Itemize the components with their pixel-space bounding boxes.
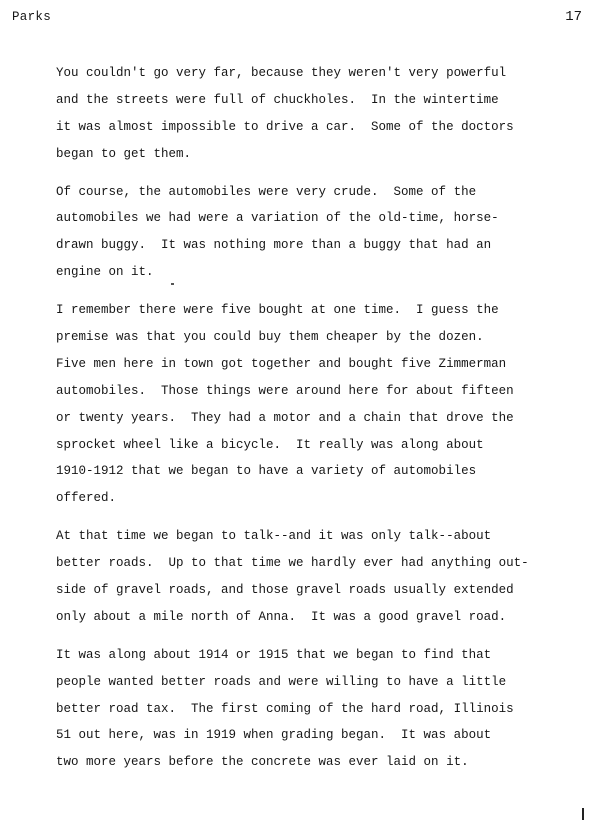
- text-line: At that time we began to talk--and it was only talk--about: [56, 529, 492, 544]
- text-line: automobiles we had were a variation of the old-time, horse-: [56, 211, 499, 226]
- text-line: people wanted better roads and were willing to have a little: [56, 674, 507, 689]
- text-line: I remember there were five bought at one time. I guess the: [56, 303, 499, 318]
- text-line: only about a mile north of Anna. It was a good gravel road.: [56, 609, 507, 624]
- paragraph-1: [56, 60, 556, 168]
- text-line: better road tax. The first coming of the hard road, Illinois: [56, 701, 514, 716]
- text-line: 51 out here, was in 1919 when grading began. It was about: [56, 728, 492, 743]
- text-line: drawn buggy. It was nothing more than a buggy that had an: [56, 238, 492, 253]
- text-line: or twenty years. They had a motor and a chain that drove the: [56, 410, 514, 425]
- text-line: 1910-1912 that we began to have a variety of automobiles: [56, 464, 477, 479]
- body-text: [56, 60, 556, 787]
- paragraph-3: [56, 297, 556, 512]
- text-line: It was along about 1914 or 1915 that we began to find that: [56, 647, 492, 662]
- text-line: automobiles. Those things were around here for about fifteen: [56, 383, 514, 398]
- paragraph-5: [56, 642, 556, 776]
- text-line: sprocket wheel like a bicycle. It really was along about: [56, 437, 484, 452]
- page-number: 17: [565, 9, 582, 25]
- text-line: premise was that you could buy them cheaper by the dozen.: [56, 330, 484, 345]
- scan-speck: [171, 283, 174, 285]
- header-name: Parks: [12, 10, 52, 24]
- text-line: offered.: [56, 491, 117, 506]
- text-line: engine on it.: [56, 265, 154, 280]
- text-line: You couldn't go very far, because they weren't very powerful: [56, 66, 507, 80]
- paragraph-2: [56, 179, 556, 287]
- scan-edge-mark: [582, 808, 584, 820]
- paragraph-4: [56, 523, 556, 631]
- text-line: it was almost impossible to drive a car. Some of the doctors: [56, 119, 514, 134]
- text-line: two more years before the concrete was ever laid on it.: [56, 755, 469, 770]
- text-line: side of gravel roads, and those gravel roads usually extended: [56, 583, 514, 598]
- text-line: better roads. Up to that time we hardly ever had anything out-: [56, 556, 529, 571]
- text-line: and the streets were full of chuckholes. In the wintertime: [56, 92, 499, 107]
- text-line: Five men here in town got together and bought five Zimmerman: [56, 356, 507, 371]
- text-line: Of course, the automobiles were very crude. Some of the: [56, 184, 477, 199]
- text-line: began to get them.: [56, 146, 192, 161]
